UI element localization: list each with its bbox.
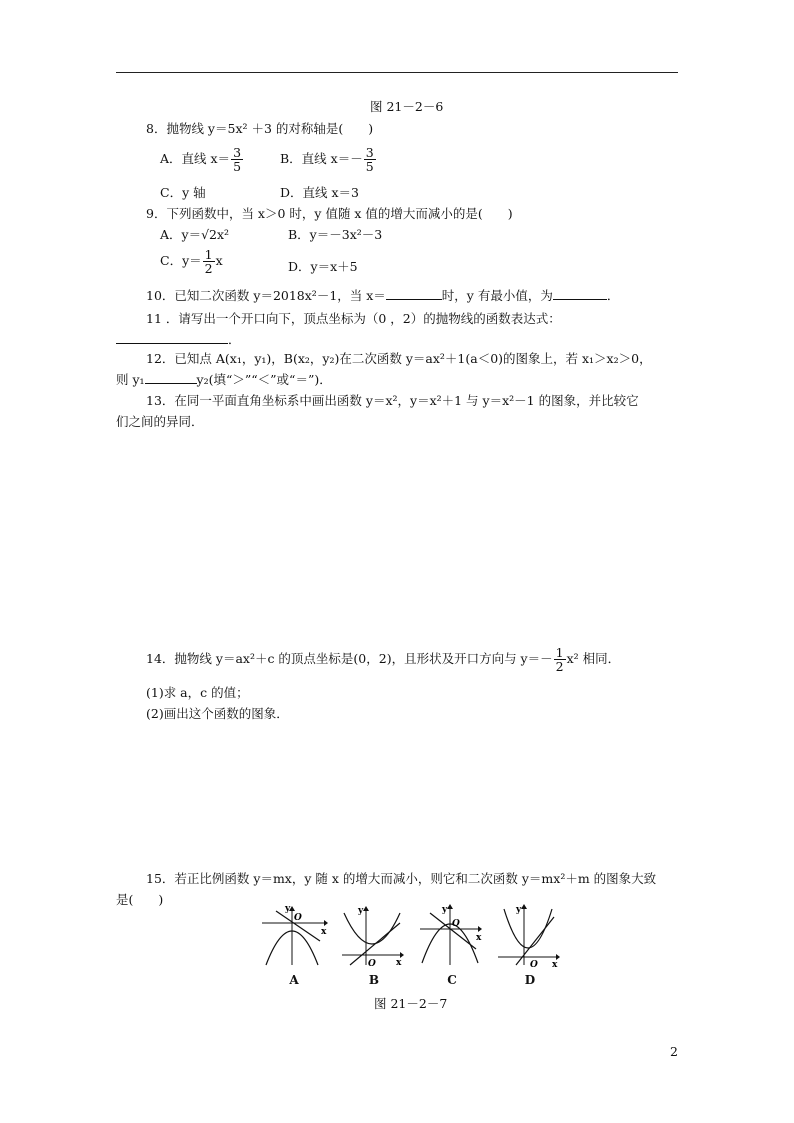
option-b-label: B bbox=[368, 973, 380, 987]
q9-c-den: 2 bbox=[204, 261, 213, 276]
q12-line2 bbox=[116, 370, 332, 388]
q11-line2 bbox=[116, 330, 241, 348]
q14-frac-num: 1 bbox=[555, 645, 564, 660]
graph-a-svg bbox=[258, 903, 330, 967]
q15-line1: 15．若正比例函数 y＝mx，y 随 x 的增大而减小，则它和二次函数 y＝mx²＋m 的图象大致 bbox=[146, 871, 657, 886]
graph-b-origin-label: O bbox=[368, 959, 376, 967]
q14-sub1: (1)求 a，c 的值； bbox=[146, 685, 249, 700]
graph-option-b[interactable] bbox=[338, 903, 410, 985]
q8-b-num: 3 bbox=[365, 145, 374, 160]
q9-c-num: 1 bbox=[204, 247, 213, 262]
graph-c-x-label: x bbox=[476, 933, 482, 943]
q8-option-a bbox=[160, 146, 244, 173]
q14-fraction bbox=[554, 646, 566, 673]
q15-line2: 是( ) bbox=[116, 892, 164, 907]
graph-b-x-label: x bbox=[396, 958, 402, 967]
q8-a-fraction bbox=[231, 146, 243, 173]
q8-option-d: D．直线 x＝3 bbox=[280, 185, 359, 200]
q14-stem bbox=[146, 646, 620, 673]
q9-option-b: B．y＝－3x²－3 bbox=[288, 227, 383, 242]
q10-part1: 10．已知二次函数 y＝2018x²－1，当 x＝ bbox=[146, 288, 386, 303]
q12-blank[interactable] bbox=[145, 371, 197, 384]
q13-line1: 13．在同一平面直角坐标系中画出函数 y＝x²，y＝x²＋1 与 y＝x²－1 的图象，并比较它 bbox=[146, 393, 639, 408]
q10-part3: ． bbox=[606, 288, 620, 303]
q9-option-a: A．y＝√2x² bbox=[160, 227, 230, 242]
q12-end: y₂(填“＞”“＜”或“＝”)． bbox=[196, 372, 332, 387]
q8-option-b bbox=[280, 146, 377, 173]
q14-frac-den: 2 bbox=[555, 659, 564, 674]
header-rule bbox=[116, 72, 678, 73]
graph-d-origin-label: O bbox=[530, 960, 538, 967]
figure-caption-top: 图 21－2－6 bbox=[370, 99, 444, 114]
figure-caption-bottom: 图 21－2－7 bbox=[374, 996, 448, 1011]
graph-c-svg bbox=[416, 903, 488, 967]
graph-a-y-label: y bbox=[285, 904, 291, 914]
q11-end: ． bbox=[228, 332, 241, 347]
q13-line2: 们之间的异同． bbox=[116, 414, 204, 429]
q12-line1: 12．已知点 A(x₁，y₁)，B(x₂，y₂)在二次函数 y＝ax²＋1(a＜0)的图象上，若 x₁＞x₂＞0， bbox=[146, 351, 652, 366]
graph-b-y-label: y bbox=[358, 906, 364, 916]
option-d-label: D bbox=[524, 973, 536, 987]
q9-c-fraction bbox=[203, 248, 215, 275]
q15-option-graphs bbox=[258, 903, 588, 993]
q8-option-c: C．y 轴 bbox=[160, 185, 206, 200]
graph-a-origin-label: O bbox=[294, 913, 302, 923]
q8-a-num: 3 bbox=[233, 145, 242, 160]
graph-d-y-label: y bbox=[516, 905, 522, 915]
graph-a-x-label: x bbox=[321, 927, 327, 937]
q8-b-den: 5 bbox=[365, 159, 374, 174]
graph-d-svg bbox=[494, 903, 566, 967]
q11-line1: 11 ．请写出一个开口向下，顶点坐标为（0 ，2）的抛物线的函数表达式： bbox=[146, 311, 561, 326]
graph-d-x-label: x bbox=[552, 960, 558, 967]
q10 bbox=[146, 286, 619, 304]
q12-start: 则 y₁ bbox=[116, 372, 145, 387]
graph-option-d[interactable] bbox=[494, 903, 566, 985]
q14-stem-suffix: x² 相同． bbox=[566, 651, 621, 666]
q9-option-d: D．y＝x＋5 bbox=[288, 259, 358, 274]
q14-stem-prefix: 14．抛物线 y＝ax²＋c 的顶点坐标是(0，2)，且形状及开口方向与 y＝－ bbox=[146, 651, 553, 666]
q8-a-den: 5 bbox=[233, 159, 242, 174]
q8-a-text: A．直线 x＝ bbox=[160, 151, 231, 166]
graph-c-origin-label: O bbox=[452, 919, 460, 929]
q8-b-fraction bbox=[364, 146, 376, 173]
graph-option-c[interactable] bbox=[416, 903, 488, 985]
q9-option-c bbox=[160, 248, 223, 275]
graph-option-a[interactable] bbox=[258, 903, 330, 985]
graph-b-svg bbox=[338, 903, 410, 967]
q10-blank-2[interactable] bbox=[553, 287, 607, 300]
q10-blank-1[interactable] bbox=[386, 287, 442, 300]
q8-stem: 8．抛物线 y＝5x² ＋3 的对称轴是( ) bbox=[146, 121, 374, 136]
q9-stem: 9．下列函数中，当 x＞0 时，y 值随 x 值的增大而减小的是( ) bbox=[146, 206, 513, 221]
q14-sub2: (2)画出这个函数的图象． bbox=[146, 706, 289, 721]
q10-part2: 时，y 有最小值，为 bbox=[441, 288, 553, 303]
q9-c-text: C．y＝ bbox=[160, 253, 202, 268]
option-c-label: C bbox=[447, 973, 457, 987]
q8-b-text: B．直线 x＝－ bbox=[280, 151, 363, 166]
page-number: 2 bbox=[670, 1044, 678, 1059]
q9-c-suffix: x bbox=[215, 253, 223, 268]
q11-blank[interactable] bbox=[116, 331, 228, 344]
graph-c-y-label: y bbox=[442, 905, 448, 915]
option-a-label: A bbox=[289, 973, 299, 987]
